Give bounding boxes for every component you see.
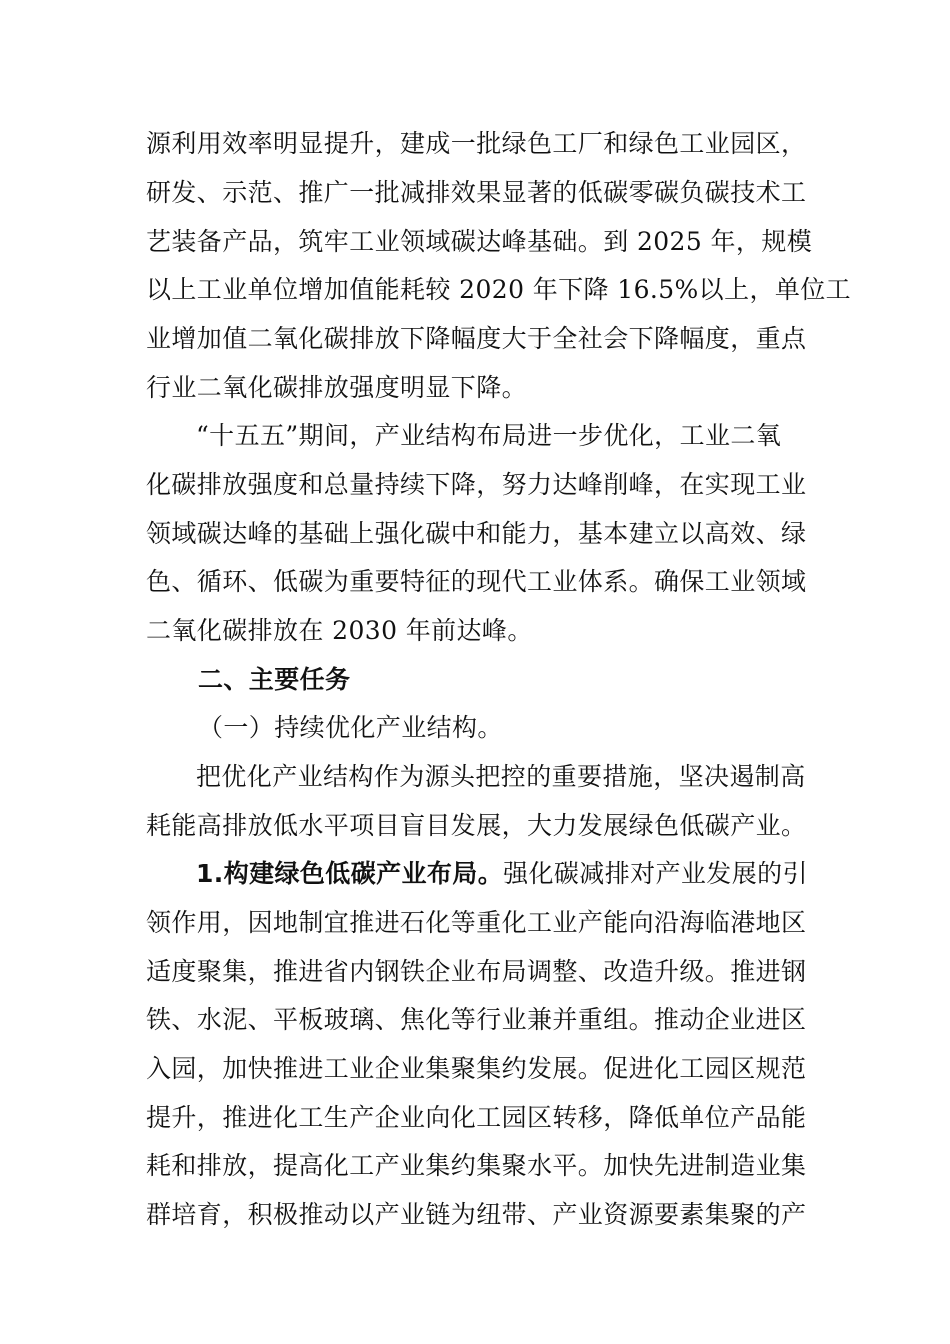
body-line: 研发、示范、推广一批减排效果显著的低碳零碳负碳技术工 [146,178,807,207]
body-line: 铁、水泥、平板玻璃、焦化等行业兼并重组。推动企业进区 [146,1005,807,1034]
body-line: 行业二氧化碳排放强度明显下降。 [146,373,528,402]
section-heading: 二、主要任务 [198,665,351,694]
body-line: 艺装备产品，筑牢工业领域碳达峰基础。到 2025 年，规模 [146,227,813,256]
item-paragraph-first-line [196,854,876,894]
item-text: 强化碳减排对产业发展的引 [503,859,808,888]
body-line: 以上工业单位增加值能耗较 2020 年下降 16.5%以上，单位工 [146,275,852,304]
body-line: 领域碳达峰的基础上强化碳中和能力，基本建立以高效、绿 [146,519,807,548]
body-line: 耗和排放，提高化工产业集约集聚水平。加快先进制造业集 [146,1151,807,1180]
body-line: 入园，加快推进工业企业集聚集约发展。促进化工园区规范 [146,1054,807,1083]
subsection-heading: （一）持续优化产业结构。 [198,713,503,742]
body-line: 领作用，因地制宜推进石化等重化工业产能向沿海临港地区 [146,908,807,937]
paragraph-first-line: “十五五”期间，产业结构布局进一步优化，工业二氧 [196,421,782,450]
body-line: 适度聚集，推进省内钢铁企业布局调整、改造升级。推进钢 [146,957,807,986]
body-line: 化碳排放强度和总量持续下降，努力达峰削峰，在实现工业 [146,470,807,499]
body-line: 耗能高排放低水平项目盲目发展，大力发展绿色低碳产业。 [146,811,807,840]
body-line: 提升，推进化工生产企业向化工园区转移，降低单位产品能 [146,1103,807,1132]
body-line: 群培育，积极推动以产业链为纽带、产业资源要素集聚的产 [146,1200,807,1229]
paragraph-first-line: 把优化产业结构作为源头把控的重要措施，坚决遏制高 [196,762,806,791]
body-line: 二氧化碳排放在 2030 年前达峰。 [146,616,533,645]
item-title: 1.构建绿色低碳产业布局。 [196,859,504,888]
body-line: 色、循环、低碳为重要特征的现代工业体系。确保工业领域 [146,567,807,596]
body-line: 源利用效率明显提升，建成一批绿色工厂和绿色工业园区， [146,129,807,158]
body-line: 业增加值二氧化碳排放下降幅度大于全社会下降幅度，重点 [146,324,807,353]
